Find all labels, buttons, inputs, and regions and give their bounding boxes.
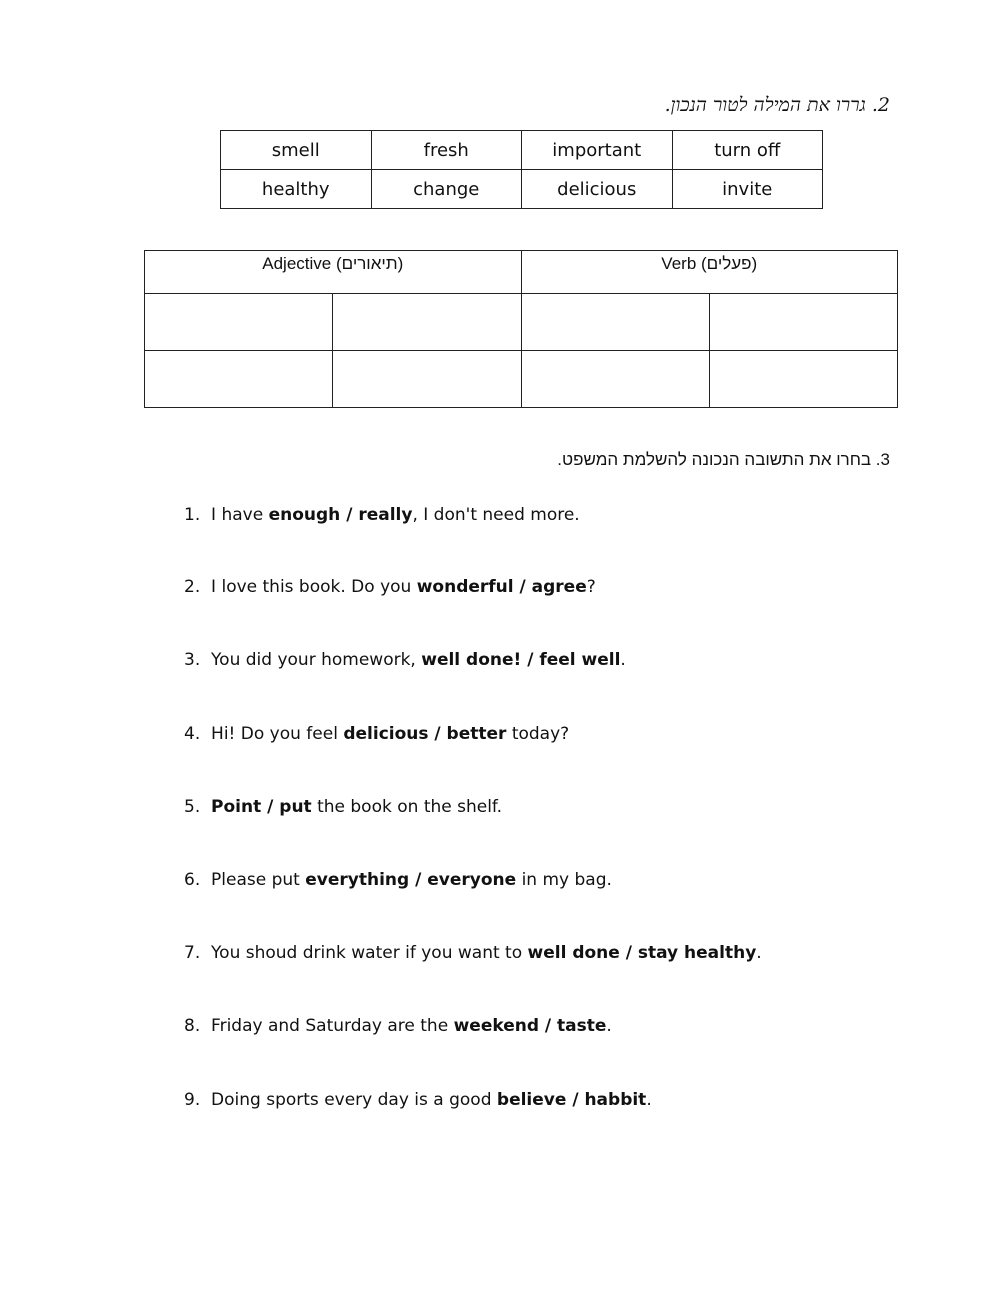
answer-choice[interactable]: well done / stay healthy <box>527 943 757 963</box>
question-item <box>184 1090 652 1110</box>
question-number: 2. <box>184 577 201 597</box>
question-text-after: ? <box>586 577 596 597</box>
question-text-after: in my bag. <box>516 870 612 890</box>
question-number: 9. <box>184 1090 201 1110</box>
question-text-after: , I don't need more. <box>412 505 580 525</box>
verb-drop-zone[interactable] <box>521 351 709 408</box>
word-tile[interactable]: turn off <box>672 131 823 170</box>
question-text-after: . <box>646 1090 652 1110</box>
question-item <box>184 577 596 597</box>
word-tile[interactable]: healthy <box>221 170 372 209</box>
answer-choice[interactable]: weekend / taste <box>453 1016 607 1036</box>
word-tile[interactable]: delicious <box>522 170 673 209</box>
adjective-column-header: Adjective (תיאורים) <box>145 251 522 294</box>
sorting-table-header-row <box>145 251 898 294</box>
answer-choice[interactable]: believe / habbit <box>496 1090 647 1110</box>
question-text-before: You did your homework, <box>211 650 422 670</box>
answer-choice[interactable]: wonderful / agree <box>416 577 587 597</box>
answer-choice[interactable]: everything / everyone <box>305 870 517 890</box>
question-text-after: the book on the shelf. <box>311 797 503 817</box>
question-text-after: . <box>756 943 762 963</box>
word-bank <box>220 130 823 209</box>
word-tile[interactable]: invite <box>672 170 823 209</box>
question-item <box>184 505 580 525</box>
adjective-drop-zone[interactable] <box>333 351 521 408</box>
question-text-after: today? <box>506 724 570 744</box>
question-number: 7. <box>184 943 201 963</box>
verb-drop-zone[interactable] <box>521 294 709 351</box>
sorting-table-row <box>145 351 898 408</box>
question-item <box>184 724 569 744</box>
word-bank-row <box>221 131 823 170</box>
word-tile[interactable]: important <box>522 131 673 170</box>
sorting-table <box>144 250 898 408</box>
question-text-before: Please put <box>211 870 306 890</box>
question-text-before: Hi! Do you feel <box>211 724 344 744</box>
question-number: 4. <box>184 724 201 744</box>
question-item <box>184 870 612 890</box>
question-text-before: I love this book. Do you <box>211 577 417 597</box>
question-text-after: . <box>620 650 626 670</box>
question-text-after: . <box>606 1016 612 1036</box>
word-tile[interactable]: change <box>371 170 522 209</box>
question-item <box>184 797 502 817</box>
verb-drop-zone[interactable] <box>709 351 897 408</box>
answer-choice[interactable]: well done! / feel well <box>421 650 621 670</box>
question-number: 1. <box>184 505 201 525</box>
adjective-drop-zone[interactable] <box>145 294 333 351</box>
word-tile[interactable]: smell <box>221 131 372 170</box>
question-text-before: Doing sports every day is a good <box>211 1090 497 1110</box>
question-number: 3. <box>184 650 201 670</box>
adjective-drop-zone[interactable] <box>145 351 333 408</box>
sorting-table-row <box>145 294 898 351</box>
answer-choice[interactable]: enough / really <box>268 505 413 525</box>
question-item <box>184 943 762 963</box>
question-item <box>184 650 626 670</box>
word-tile[interactable]: fresh <box>371 131 522 170</box>
word-bank-row <box>221 170 823 209</box>
exercise-3-heading: 3. בחרו את התשובה הנכונה להשלמת המשפט. <box>557 450 890 469</box>
adjective-drop-zone[interactable] <box>333 294 521 351</box>
question-number: 5. <box>184 797 201 817</box>
question-text-before: I have <box>211 505 269 525</box>
question-number: 8. <box>184 1016 201 1036</box>
verb-column-header: Verb (פעלים) <box>521 251 898 294</box>
question-text-before: You shoud drink water if you want to <box>211 943 528 963</box>
verb-drop-zone[interactable] <box>709 294 897 351</box>
question-text-before: Friday and Saturday are the <box>211 1016 454 1036</box>
exercise-2-heading: 2. גררו את המילה לטור הנכון. <box>664 94 890 116</box>
answer-choice[interactable]: delicious / better <box>343 724 507 744</box>
question-item <box>184 1016 612 1036</box>
question-number: 6. <box>184 870 201 890</box>
answer-choice[interactable]: Point / put <box>211 797 312 817</box>
